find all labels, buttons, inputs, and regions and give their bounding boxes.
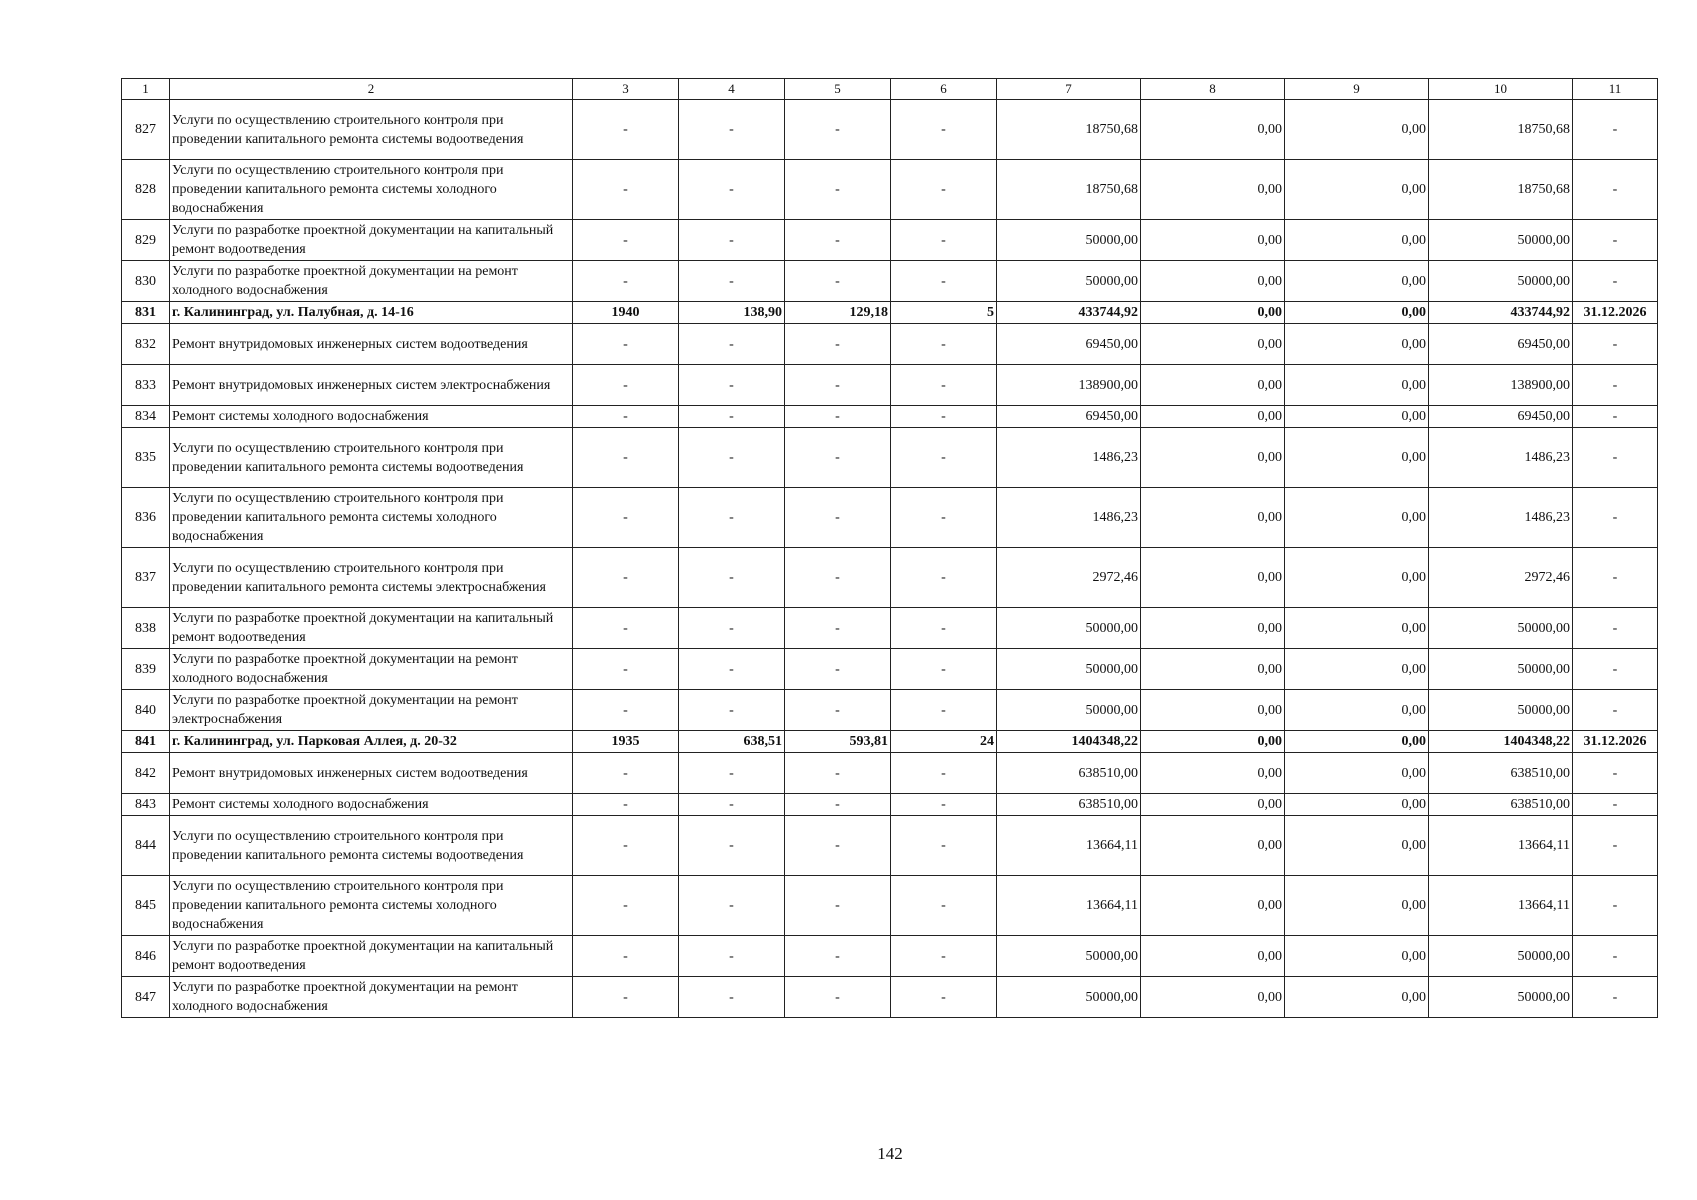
cell-col-4: - xyxy=(679,100,785,160)
cell-col-5: - xyxy=(785,753,891,794)
cell-col-7: 13664,11 xyxy=(997,816,1141,876)
cell-col-7: 138900,00 xyxy=(997,365,1141,406)
cell-col-10: 1486,23 xyxy=(1429,428,1573,488)
cell-col-4: - xyxy=(679,977,785,1018)
cell-col-9: 0,00 xyxy=(1285,876,1429,936)
work-name: Ремонт внутридомовых инженерных систем водоотведения xyxy=(170,324,573,365)
cell-col-7: 1486,23 xyxy=(997,488,1141,548)
cell-col-4: - xyxy=(679,428,785,488)
table-row xyxy=(122,100,1658,160)
row-number: 836 xyxy=(122,488,170,548)
cell-col-4: - xyxy=(679,816,785,876)
cell-col-3: - xyxy=(573,261,679,302)
cell-col-3: - xyxy=(573,160,679,220)
column-number: 4 xyxy=(679,79,785,100)
cell-col-8: 0,00 xyxy=(1141,731,1285,753)
row-number: 828 xyxy=(122,160,170,220)
column-number: 5 xyxy=(785,79,891,100)
column-number: 9 xyxy=(1285,79,1429,100)
table-row xyxy=(122,936,1658,977)
cell-col-8: 0,00 xyxy=(1141,100,1285,160)
cell-col-5: - xyxy=(785,977,891,1018)
row-number: 832 xyxy=(122,324,170,365)
column-number: 3 xyxy=(573,79,679,100)
cell-col-4: - xyxy=(679,690,785,731)
cell-col-6: - xyxy=(891,649,997,690)
cell-col-10: 638510,00 xyxy=(1429,794,1573,816)
cell-col-8: 0,00 xyxy=(1141,649,1285,690)
cell-col-5: - xyxy=(785,324,891,365)
row-number: 845 xyxy=(122,876,170,936)
cell-col-9: 0,00 xyxy=(1285,365,1429,406)
cell-col-5: - xyxy=(785,428,891,488)
cell-col-3: - xyxy=(573,324,679,365)
table-row xyxy=(122,649,1658,690)
cell-col-4: 638,51 xyxy=(679,731,785,753)
cell-col-5: - xyxy=(785,365,891,406)
work-name: Услуги по осуществлению строительного контроля при проведении капитального ремонта системы холодного водоснабжения xyxy=(170,160,573,220)
cell-col-5: - xyxy=(785,100,891,160)
table-row xyxy=(122,220,1658,261)
cell-col-4: - xyxy=(679,936,785,977)
row-number: 835 xyxy=(122,428,170,488)
cell-col-8: 0,00 xyxy=(1141,608,1285,649)
cell-col-6: - xyxy=(891,753,997,794)
table-row xyxy=(122,977,1658,1018)
cell-col-5: - xyxy=(785,488,891,548)
cell-col-6: - xyxy=(891,936,997,977)
cell-col-9: 0,00 xyxy=(1285,406,1429,428)
cell-col-10: 433744,92 xyxy=(1429,302,1573,324)
cell-col-6: - xyxy=(891,406,997,428)
table-row xyxy=(122,794,1658,816)
cell-col-11: 31.12.2026 xyxy=(1573,302,1658,324)
row-number: 834 xyxy=(122,406,170,428)
cell-col-10: 69450,00 xyxy=(1429,324,1573,365)
cell-col-3: - xyxy=(573,220,679,261)
cell-col-4: - xyxy=(679,261,785,302)
address-row xyxy=(122,731,1658,753)
cell-col-9: 0,00 xyxy=(1285,100,1429,160)
cell-col-11: - xyxy=(1573,365,1658,406)
cell-col-11: - xyxy=(1573,548,1658,608)
work-name: Услуги по разработке проектной документации на капитальный ремонт водоотведения xyxy=(170,936,573,977)
cell-col-8: 0,00 xyxy=(1141,406,1285,428)
row-number: 846 xyxy=(122,936,170,977)
cell-col-4: - xyxy=(679,160,785,220)
column-number: 8 xyxy=(1141,79,1285,100)
cell-col-11: - xyxy=(1573,100,1658,160)
cell-col-7: 50000,00 xyxy=(997,649,1141,690)
work-name: г. Калининград, ул. Палубная, д. 14-16 xyxy=(170,302,573,324)
work-name: Услуги по разработке проектной документации на капитальный ремонт водоотведения xyxy=(170,220,573,261)
document-page xyxy=(121,78,1657,1018)
cell-col-8: 0,00 xyxy=(1141,261,1285,302)
cell-col-6: - xyxy=(891,794,997,816)
cell-col-11: - xyxy=(1573,261,1658,302)
work-name: Услуги по разработке проектной документации на ремонт холодного водоснабжения xyxy=(170,649,573,690)
cell-col-10: 50000,00 xyxy=(1429,936,1573,977)
cell-col-6: - xyxy=(891,548,997,608)
work-name: г. Калининград, ул. Парковая Аллея, д. 20-32 xyxy=(170,731,573,753)
cell-col-10: 50000,00 xyxy=(1429,649,1573,690)
cell-col-7: 2972,46 xyxy=(997,548,1141,608)
row-number: 841 xyxy=(122,731,170,753)
work-name: Услуги по осуществлению строительного контроля при проведении капитального ремонта системы водоотведения xyxy=(170,100,573,160)
cell-col-9: 0,00 xyxy=(1285,936,1429,977)
cell-col-5: - xyxy=(785,548,891,608)
cell-col-10: 18750,68 xyxy=(1429,100,1573,160)
page-number: 142 xyxy=(877,1144,903,1163)
cell-col-9: 0,00 xyxy=(1285,548,1429,608)
cell-col-5: - xyxy=(785,406,891,428)
row-number: 833 xyxy=(122,365,170,406)
cell-col-11: - xyxy=(1573,428,1658,488)
cell-col-3: - xyxy=(573,977,679,1018)
work-name: Услуги по разработке проектной документации на ремонт холодного водоснабжения xyxy=(170,977,573,1018)
cell-col-7: 50000,00 xyxy=(997,977,1141,1018)
cell-col-6: - xyxy=(891,876,997,936)
cell-col-3: - xyxy=(573,936,679,977)
row-number: 829 xyxy=(122,220,170,261)
cell-col-6: - xyxy=(891,365,997,406)
cell-col-5: - xyxy=(785,816,891,876)
cell-col-6: - xyxy=(891,160,997,220)
table-row xyxy=(122,608,1658,649)
cell-col-4: - xyxy=(679,488,785,548)
cell-col-9: 0,00 xyxy=(1285,261,1429,302)
cell-col-4: - xyxy=(679,608,785,649)
cell-col-9: 0,00 xyxy=(1285,324,1429,365)
cell-col-11: - xyxy=(1573,608,1658,649)
cell-col-8: 0,00 xyxy=(1141,220,1285,261)
cell-col-4: - xyxy=(679,876,785,936)
work-name: Ремонт внутридомовых инженерных систем водоотведения xyxy=(170,753,573,794)
row-number: 847 xyxy=(122,977,170,1018)
cell-col-11: - xyxy=(1573,324,1658,365)
cell-col-6: - xyxy=(891,488,997,548)
cell-col-4: - xyxy=(679,220,785,261)
cell-col-6: - xyxy=(891,816,997,876)
cell-col-4: - xyxy=(679,753,785,794)
work-name: Ремонт системы холодного водоснабжения xyxy=(170,406,573,428)
cell-col-9: 0,00 xyxy=(1285,160,1429,220)
cell-col-3: - xyxy=(573,488,679,548)
cell-col-11: - xyxy=(1573,649,1658,690)
cell-col-11: 31.12.2026 xyxy=(1573,731,1658,753)
cell-col-4: - xyxy=(679,548,785,608)
cell-col-3: - xyxy=(573,753,679,794)
cell-col-7: 1404348,22 xyxy=(997,731,1141,753)
cell-col-9: 0,00 xyxy=(1285,753,1429,794)
table-row xyxy=(122,690,1658,731)
cell-col-3: - xyxy=(573,365,679,406)
table-row xyxy=(122,160,1658,220)
cell-col-4: - xyxy=(679,324,785,365)
cell-col-10: 50000,00 xyxy=(1429,608,1573,649)
cell-col-6: 5 xyxy=(891,302,997,324)
data-table xyxy=(121,78,1658,1018)
cell-col-4: - xyxy=(679,649,785,690)
row-number: 827 xyxy=(122,100,170,160)
cell-col-10: 138900,00 xyxy=(1429,365,1573,406)
column-number: 1 xyxy=(122,79,170,100)
cell-col-10: 69450,00 xyxy=(1429,406,1573,428)
cell-col-11: - xyxy=(1573,816,1658,876)
cell-col-7: 69450,00 xyxy=(997,406,1141,428)
cell-col-9: 0,00 xyxy=(1285,608,1429,649)
cell-col-9: 0,00 xyxy=(1285,977,1429,1018)
row-number: 838 xyxy=(122,608,170,649)
cell-col-6: - xyxy=(891,100,997,160)
cell-col-6: - xyxy=(891,428,997,488)
cell-col-11: - xyxy=(1573,406,1658,428)
cell-col-7: 638510,00 xyxy=(997,794,1141,816)
cell-col-8: 0,00 xyxy=(1141,428,1285,488)
row-number: 843 xyxy=(122,794,170,816)
cell-col-8: 0,00 xyxy=(1141,160,1285,220)
cell-col-11: - xyxy=(1573,936,1658,977)
cell-col-3: - xyxy=(573,608,679,649)
cell-col-10: 50000,00 xyxy=(1429,977,1573,1018)
cell-col-5: - xyxy=(785,936,891,977)
table-row xyxy=(122,816,1658,876)
cell-col-8: 0,00 xyxy=(1141,977,1285,1018)
cell-col-5: - xyxy=(785,690,891,731)
table-body xyxy=(122,79,1658,1018)
cell-col-5: - xyxy=(785,608,891,649)
cell-col-5: - xyxy=(785,876,891,936)
cell-col-3: - xyxy=(573,876,679,936)
column-number: 11 xyxy=(1573,79,1658,100)
cell-col-10: 638510,00 xyxy=(1429,753,1573,794)
cell-col-5: - xyxy=(785,220,891,261)
cell-col-5: - xyxy=(785,649,891,690)
work-name: Ремонт внутридомовых инженерных систем электроснабжения xyxy=(170,365,573,406)
cell-col-8: 0,00 xyxy=(1141,365,1285,406)
cell-col-10: 50000,00 xyxy=(1429,261,1573,302)
cell-col-7: 50000,00 xyxy=(997,608,1141,649)
work-name: Ремонт системы холодного водоснабжения xyxy=(170,794,573,816)
cell-col-7: 69450,00 xyxy=(997,324,1141,365)
work-name: Услуги по осуществлению строительного контроля при проведении капитального ремонта системы холодного водоснабжения xyxy=(170,876,573,936)
cell-col-4: - xyxy=(679,365,785,406)
cell-col-11: - xyxy=(1573,220,1658,261)
table-row xyxy=(122,428,1658,488)
cell-col-7: 18750,68 xyxy=(997,160,1141,220)
cell-col-5: - xyxy=(785,794,891,816)
cell-col-10: 13664,11 xyxy=(1429,816,1573,876)
cell-col-4: 138,90 xyxy=(679,302,785,324)
cell-col-11: - xyxy=(1573,690,1658,731)
cell-col-11: - xyxy=(1573,488,1658,548)
cell-col-10: 18750,68 xyxy=(1429,160,1573,220)
cell-col-6: - xyxy=(891,220,997,261)
cell-col-9: 0,00 xyxy=(1285,794,1429,816)
cell-col-8: 0,00 xyxy=(1141,690,1285,731)
cell-col-8: 0,00 xyxy=(1141,324,1285,365)
table-row xyxy=(122,261,1658,302)
cell-col-11: - xyxy=(1573,160,1658,220)
cell-col-8: 0,00 xyxy=(1141,302,1285,324)
cell-col-8: 0,00 xyxy=(1141,753,1285,794)
cell-col-3: 1935 xyxy=(573,731,679,753)
address-row xyxy=(122,302,1658,324)
cell-col-9: 0,00 xyxy=(1285,731,1429,753)
cell-col-10: 50000,00 xyxy=(1429,690,1573,731)
row-number: 831 xyxy=(122,302,170,324)
cell-col-11: - xyxy=(1573,876,1658,936)
table-row xyxy=(122,324,1658,365)
row-number: 830 xyxy=(122,261,170,302)
cell-col-7: 18750,68 xyxy=(997,100,1141,160)
cell-col-10: 1486,23 xyxy=(1429,488,1573,548)
cell-col-7: 50000,00 xyxy=(997,690,1141,731)
cell-col-8: 0,00 xyxy=(1141,794,1285,816)
cell-col-6: - xyxy=(891,608,997,649)
cell-col-5: 593,81 xyxy=(785,731,891,753)
row-number: 837 xyxy=(122,548,170,608)
row-number: 839 xyxy=(122,649,170,690)
cell-col-3: - xyxy=(573,406,679,428)
cell-col-4: - xyxy=(679,794,785,816)
cell-col-9: 0,00 xyxy=(1285,302,1429,324)
cell-col-9: 0,00 xyxy=(1285,428,1429,488)
column-number: 2 xyxy=(170,79,573,100)
cell-col-6: - xyxy=(891,261,997,302)
cell-col-8: 0,00 xyxy=(1141,876,1285,936)
cell-col-3: - xyxy=(573,649,679,690)
cell-col-3: - xyxy=(573,816,679,876)
work-name: Услуги по разработке проектной документации на капитальный ремонт водоотведения xyxy=(170,608,573,649)
cell-col-3: - xyxy=(573,428,679,488)
cell-col-6: - xyxy=(891,324,997,365)
cell-col-9: 0,00 xyxy=(1285,690,1429,731)
cell-col-11: - xyxy=(1573,753,1658,794)
table-row xyxy=(122,753,1658,794)
work-name: Услуги по разработке проектной документации на ремонт холодного водоснабжения xyxy=(170,261,573,302)
cell-col-11: - xyxy=(1573,794,1658,816)
cell-col-10: 13664,11 xyxy=(1429,876,1573,936)
cell-col-7: 1486,23 xyxy=(997,428,1141,488)
cell-col-7: 50000,00 xyxy=(997,936,1141,977)
column-number: 6 xyxy=(891,79,997,100)
cell-col-6: 24 xyxy=(891,731,997,753)
table-row xyxy=(122,548,1658,608)
cell-col-7: 50000,00 xyxy=(997,261,1141,302)
cell-col-6: - xyxy=(891,690,997,731)
cell-col-3: 1940 xyxy=(573,302,679,324)
cell-col-10: 2972,46 xyxy=(1429,548,1573,608)
column-number-row xyxy=(122,79,1658,100)
work-name: Услуги по осуществлению строительного контроля при проведении капитального ремонта системы водоотведения xyxy=(170,428,573,488)
cell-col-7: 13664,11 xyxy=(997,876,1141,936)
work-name: Услуги по разработке проектной документации на ремонт электроснабжения xyxy=(170,690,573,731)
table-row xyxy=(122,876,1658,936)
cell-col-3: - xyxy=(573,548,679,608)
work-name: Услуги по осуществлению строительного контроля при проведении капитального ремонта системы холодного водоснабжения xyxy=(170,488,573,548)
cell-col-5: - xyxy=(785,160,891,220)
row-number: 844 xyxy=(122,816,170,876)
table-row xyxy=(122,488,1658,548)
row-number: 842 xyxy=(122,753,170,794)
cell-col-5: 129,18 xyxy=(785,302,891,324)
cell-col-3: - xyxy=(573,794,679,816)
cell-col-7: 50000,00 xyxy=(997,220,1141,261)
row-number: 840 xyxy=(122,690,170,731)
work-name: Услуги по осуществлению строительного контроля при проведении капитального ремонта системы водоотведения xyxy=(170,816,573,876)
column-number: 7 xyxy=(997,79,1141,100)
cell-col-9: 0,00 xyxy=(1285,488,1429,548)
cell-col-8: 0,00 xyxy=(1141,816,1285,876)
cell-col-10: 50000,00 xyxy=(1429,220,1573,261)
cell-col-10: 1404348,22 xyxy=(1429,731,1573,753)
cell-col-6: - xyxy=(891,977,997,1018)
cell-col-9: 0,00 xyxy=(1285,816,1429,876)
cell-col-8: 0,00 xyxy=(1141,936,1285,977)
cell-col-8: 0,00 xyxy=(1141,548,1285,608)
cell-col-4: - xyxy=(679,406,785,428)
work-name: Услуги по осуществлению строительного контроля при проведении капитального ремонта системы электроснабжения xyxy=(170,548,573,608)
cell-col-11: - xyxy=(1573,977,1658,1018)
cell-col-9: 0,00 xyxy=(1285,220,1429,261)
table-row xyxy=(122,365,1658,406)
cell-col-7: 433744,92 xyxy=(997,302,1141,324)
table-row xyxy=(122,406,1658,428)
cell-col-3: - xyxy=(573,690,679,731)
column-number: 10 xyxy=(1429,79,1573,100)
cell-col-8: 0,00 xyxy=(1141,488,1285,548)
cell-col-3: - xyxy=(573,100,679,160)
cell-col-5: - xyxy=(785,261,891,302)
cell-col-7: 638510,00 xyxy=(997,753,1141,794)
cell-col-9: 0,00 xyxy=(1285,649,1429,690)
